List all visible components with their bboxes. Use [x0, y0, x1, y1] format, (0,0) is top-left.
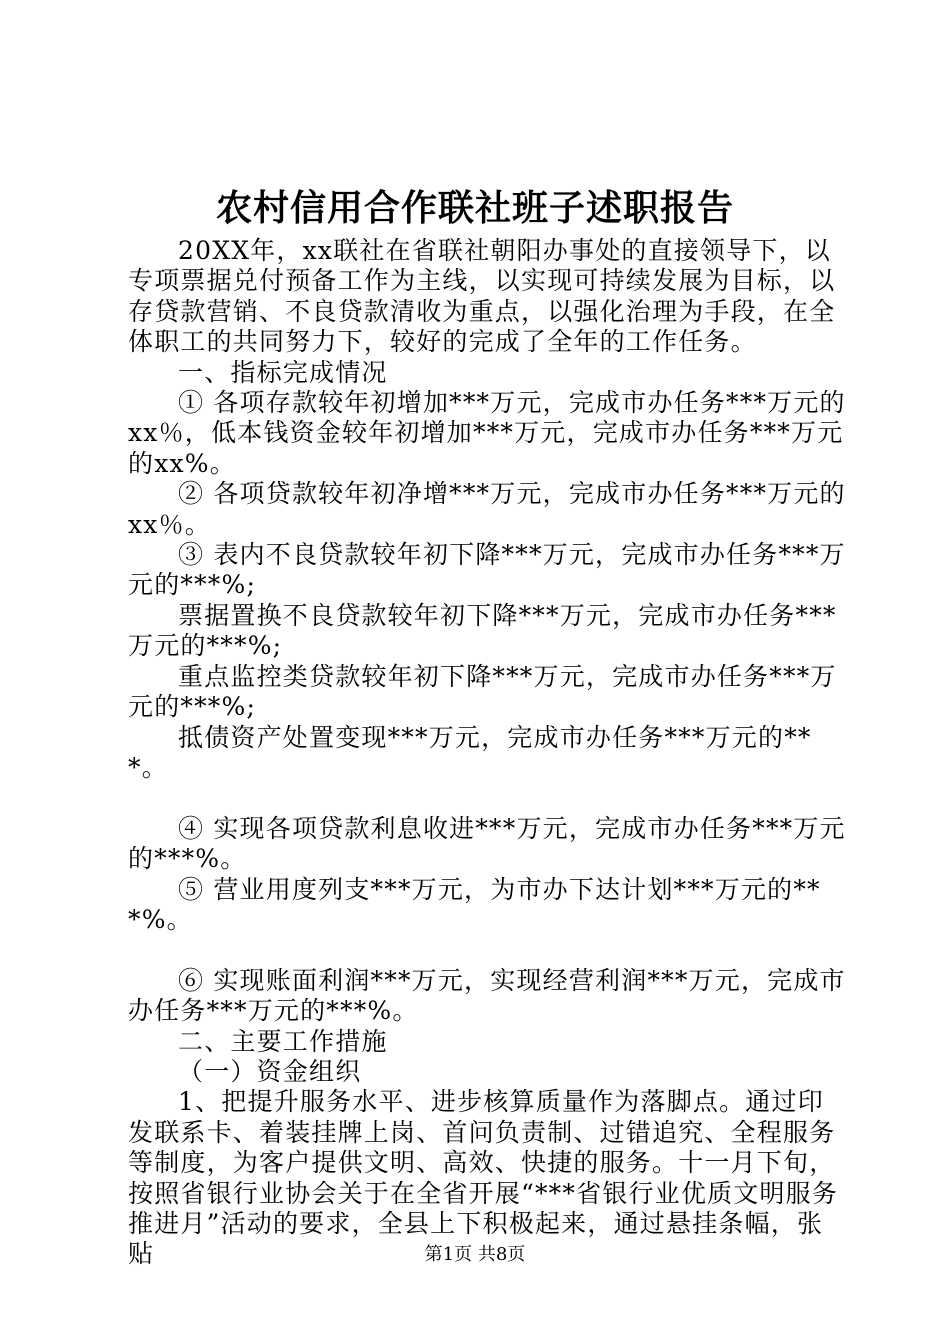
- paragraph-item: ① 各项存款较年初增加***万元，完成市办任务***万元的xx％，低本钱资金较年初增加***万元，完成市办任务***万元的xx%。: [128, 388, 846, 478]
- paragraph-item: 票据置换不良贷款较年初下降***万元，完成市办任务***万元的***%;: [128, 600, 837, 661]
- paragraph-item: ⑤ 营业用度列支***万元，为市办下达计划***万元的***%。: [128, 874, 821, 934]
- paragraph-intro: 20XX年，xx联社在省联社朝阳办事处的直接领导下，以专项票据兑付预备工作为主线，以实现可持续发展为目标，以存贷款营销、不良贷款清收为重点，以强化治理为手段，在全体职工的共同努力下，较好的完成了全年的工作任务。: [128, 236, 836, 357]
- section-heading: 二、主要工作措施: [178, 1026, 388, 1056]
- paragraph-item: ⑥ 实现账面利润***万元，实现经营利润***万元，完成市办任务***万元的***%。: [128, 965, 846, 1026]
- paragraph-item: 抵债资产处置变现***万元，完成市办任务***万元的***。: [128, 722, 812, 782]
- document-title: 农村信用合作联社班子述职报告: [215, 187, 734, 229]
- paragraph-item: 重点监控类贷款较年初下降***万元，完成市办任务***万元的***%;: [128, 661, 837, 722]
- page-footer: 第1页 共8页: [424, 1244, 526, 1265]
- paragraph-item: ③ 表内不良贷款较年初下降***万元，完成市办任务***万元的***%;: [128, 540, 846, 600]
- blank-line: [128, 783, 848, 813]
- paragraph-item: ④ 实现各项贷款利息收进***万元，完成市办任务***万元的***%。: [128, 813, 846, 874]
- subsection-heading: （一）资金组织: [178, 1056, 362, 1086]
- document-body: [128, 236, 848, 1270]
- section-heading: 一、指标完成情况: [178, 357, 388, 387]
- paragraph-item: ② 各项贷款较年初净增***万元，完成市办任务***万元的xx％。: [128, 479, 846, 539]
- blank-line: [128, 935, 848, 965]
- paragraph-body: 1、把提升服务水平、进步核算质量作为落脚点。通过印发联系卡、着装挂牌上岗、首问负责制、过错追究、全程服务等制度，为客户提供文明、高效、快捷的服务。十一月下旬，按照省银行业协会关于在全省开展“***省银行业优质文明服务推进月”活动的要求，全县上下积极起来，通过悬挂条幅，张贴: [128, 1087, 839, 1269]
